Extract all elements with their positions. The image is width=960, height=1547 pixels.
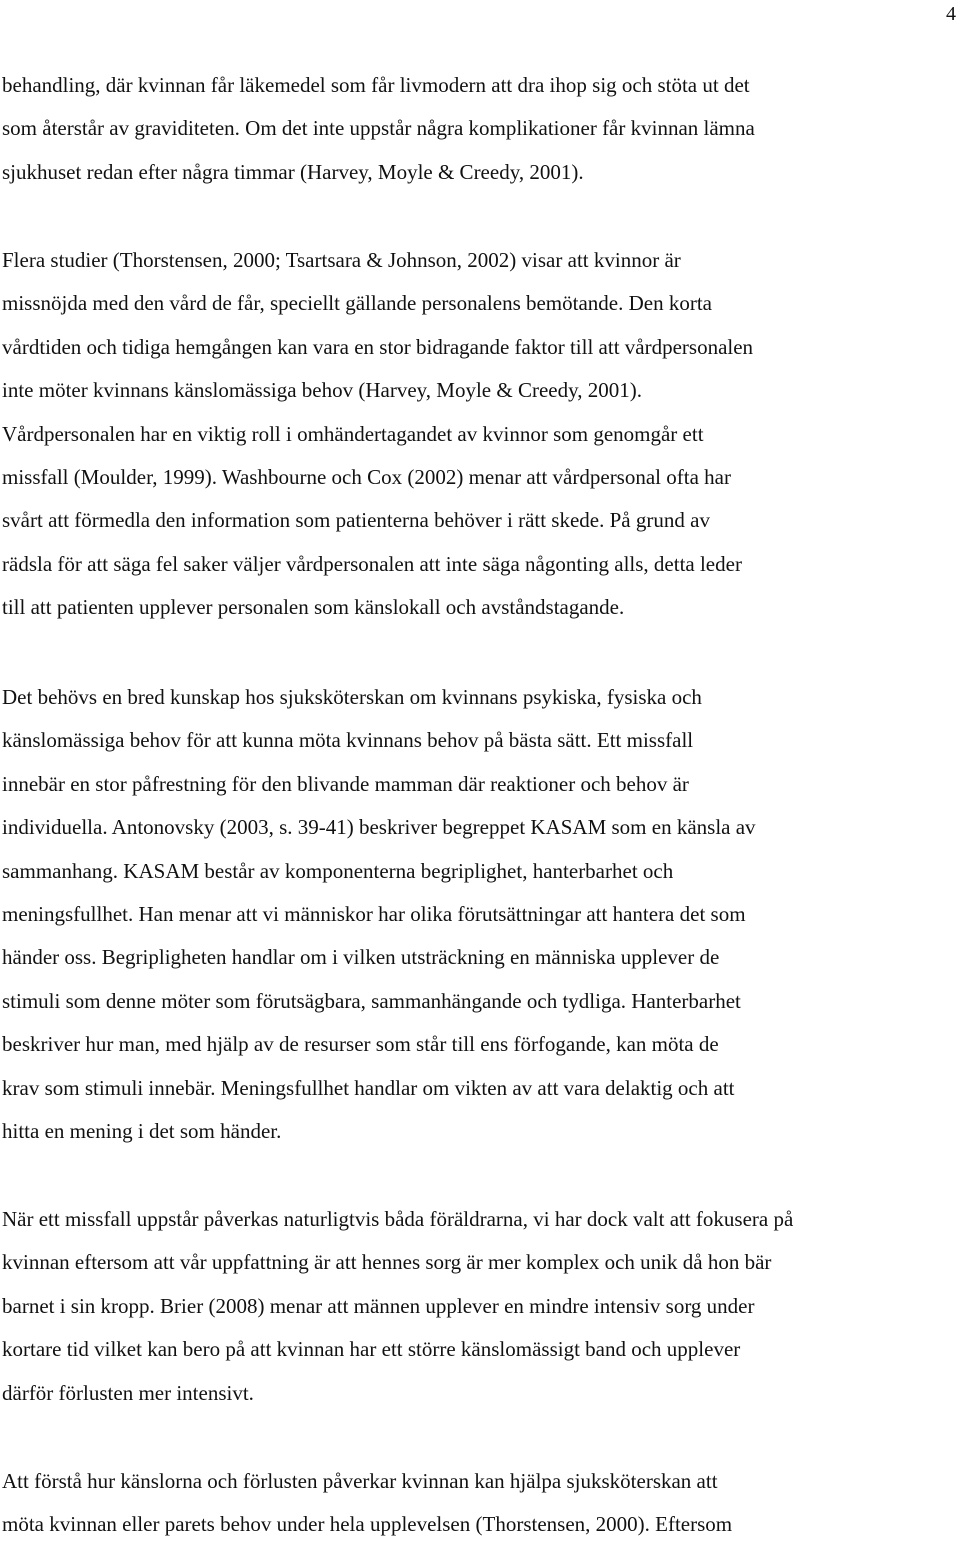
paragraph-5 xyxy=(2,1460,958,1547)
text-line: beskriver hur man, med hjälp av de resurser som står till ens förfogande, kan möta de xyxy=(2,1032,719,1057)
text-line: Flera studier (Thorstensen, 2000; Tsartsara & Johnson, 2002) visar att kvinnor är xyxy=(2,248,681,272)
page-number: 4 xyxy=(946,3,956,25)
text-line: meningsfullhet. Han menar att vi människor har olika förutsättningar att hantera det som xyxy=(2,901,746,926)
text-line: händer oss. Begripligheten handlar om i vilken utsträckning en människa upplever de xyxy=(2,945,720,970)
text-line: innebär en stor påfrestning för den blivande mamman där reaktioner och behov är xyxy=(2,771,689,796)
text-line: därför förlusten mer intensivt. xyxy=(2,1380,254,1405)
text-line: som återstår av graviditeten. Om det inte uppstår några komplikationer får kvinnan lämna xyxy=(2,116,755,141)
text-line: svårt att förmedla den information som patienterna behöver i rätt skede. På grund av xyxy=(2,508,710,533)
text-line: rädsla för att säga fel saker väljer vårdpersonalen att inte säga någonting alls, detta leder xyxy=(2,551,742,576)
text-line: missnöjda med den vård de får, speciellt gällande personalens bemötande. Den korta xyxy=(2,291,713,316)
text-line: kortare tid vilket kan bero på att kvinnan har ett större känslomässigt band och upplever xyxy=(2,1337,741,1362)
text-line: barnet i sin kropp. Brier (2008) menar att männen upplever en mindre intensiv sorg under xyxy=(2,1293,755,1318)
text-line: stimuli som denne möter som förutsägbara, sammanhängande och tydliga. Hanterbarhet xyxy=(2,988,741,1013)
text-line: behandling, där kvinnan får läkemedel som får livmodern att dra ihop sig och stöta ut det xyxy=(2,73,750,97)
paragraph-4 xyxy=(2,1198,958,1415)
text-line: sammanhang. KASAM består av komponenterna begriplighet, hanterbarhet och xyxy=(2,858,674,883)
text-line: missfall (Moulder, 1999). Washbourne och Cox (2002) menar att vårdpersonal ofta har xyxy=(2,464,731,489)
text-line: När ett missfall uppstår påverkas naturligtvis båda föräldrarna, vi har dock valt att fokusera på xyxy=(2,1207,794,1231)
text-line: känslomässiga behov för att kunna möta kvinnans behov på bästa sätt. Ett missfall xyxy=(2,728,694,753)
text-line: krav som stimuli innebär. Meningsfullhet handlar om vikten av att vara delaktig och att xyxy=(2,1075,735,1100)
text-line: möta kvinnan eller parets behov under hela upplevelsen (Thorstensen, 2000). Eftersom xyxy=(2,1512,733,1537)
paragraph-2 xyxy=(2,239,958,630)
text-line: vårdtiden och tidiga hemgången kan vara en stor bidragande faktor till att vårdpersonalen xyxy=(2,334,754,359)
text-line: hitta en mening i det som händer. xyxy=(2,1118,282,1143)
text-line: inte möter kvinnans känslomässiga behov (Harvey, Moyle & Creedy, 2001). xyxy=(2,378,642,403)
text-line: Att förstå hur känslorna och förlusten påverkar kvinnan kan hjälpa sjuksköterskan att xyxy=(2,1469,718,1493)
text-line: Det behövs en bred kunskap hos sjuksköterskan om kvinnans psykiska, fysiska och xyxy=(2,685,702,709)
text-line: Vårdpersonalen har en viktig roll i omhändertagandet av kvinnor som genomgår ett xyxy=(2,421,704,446)
text-line: kvinnan eftersom att vår uppfattning är att hennes sorg är mer komplex och unik då hon bär xyxy=(2,1250,772,1275)
text-line: individuella. Antonovsky (2003, s. 39-41) beskriver begreppet KASAM som en känsla av xyxy=(2,815,756,840)
text-line: till att patienten upplever personalen som känslokall och avståndstagande. xyxy=(2,595,625,620)
paragraph-1 xyxy=(2,64,958,194)
text-line: sjukhuset redan efter några timmar (Harvey, Moyle & Creedy, 2001). xyxy=(2,159,584,184)
paragraph-3 xyxy=(2,676,958,1153)
